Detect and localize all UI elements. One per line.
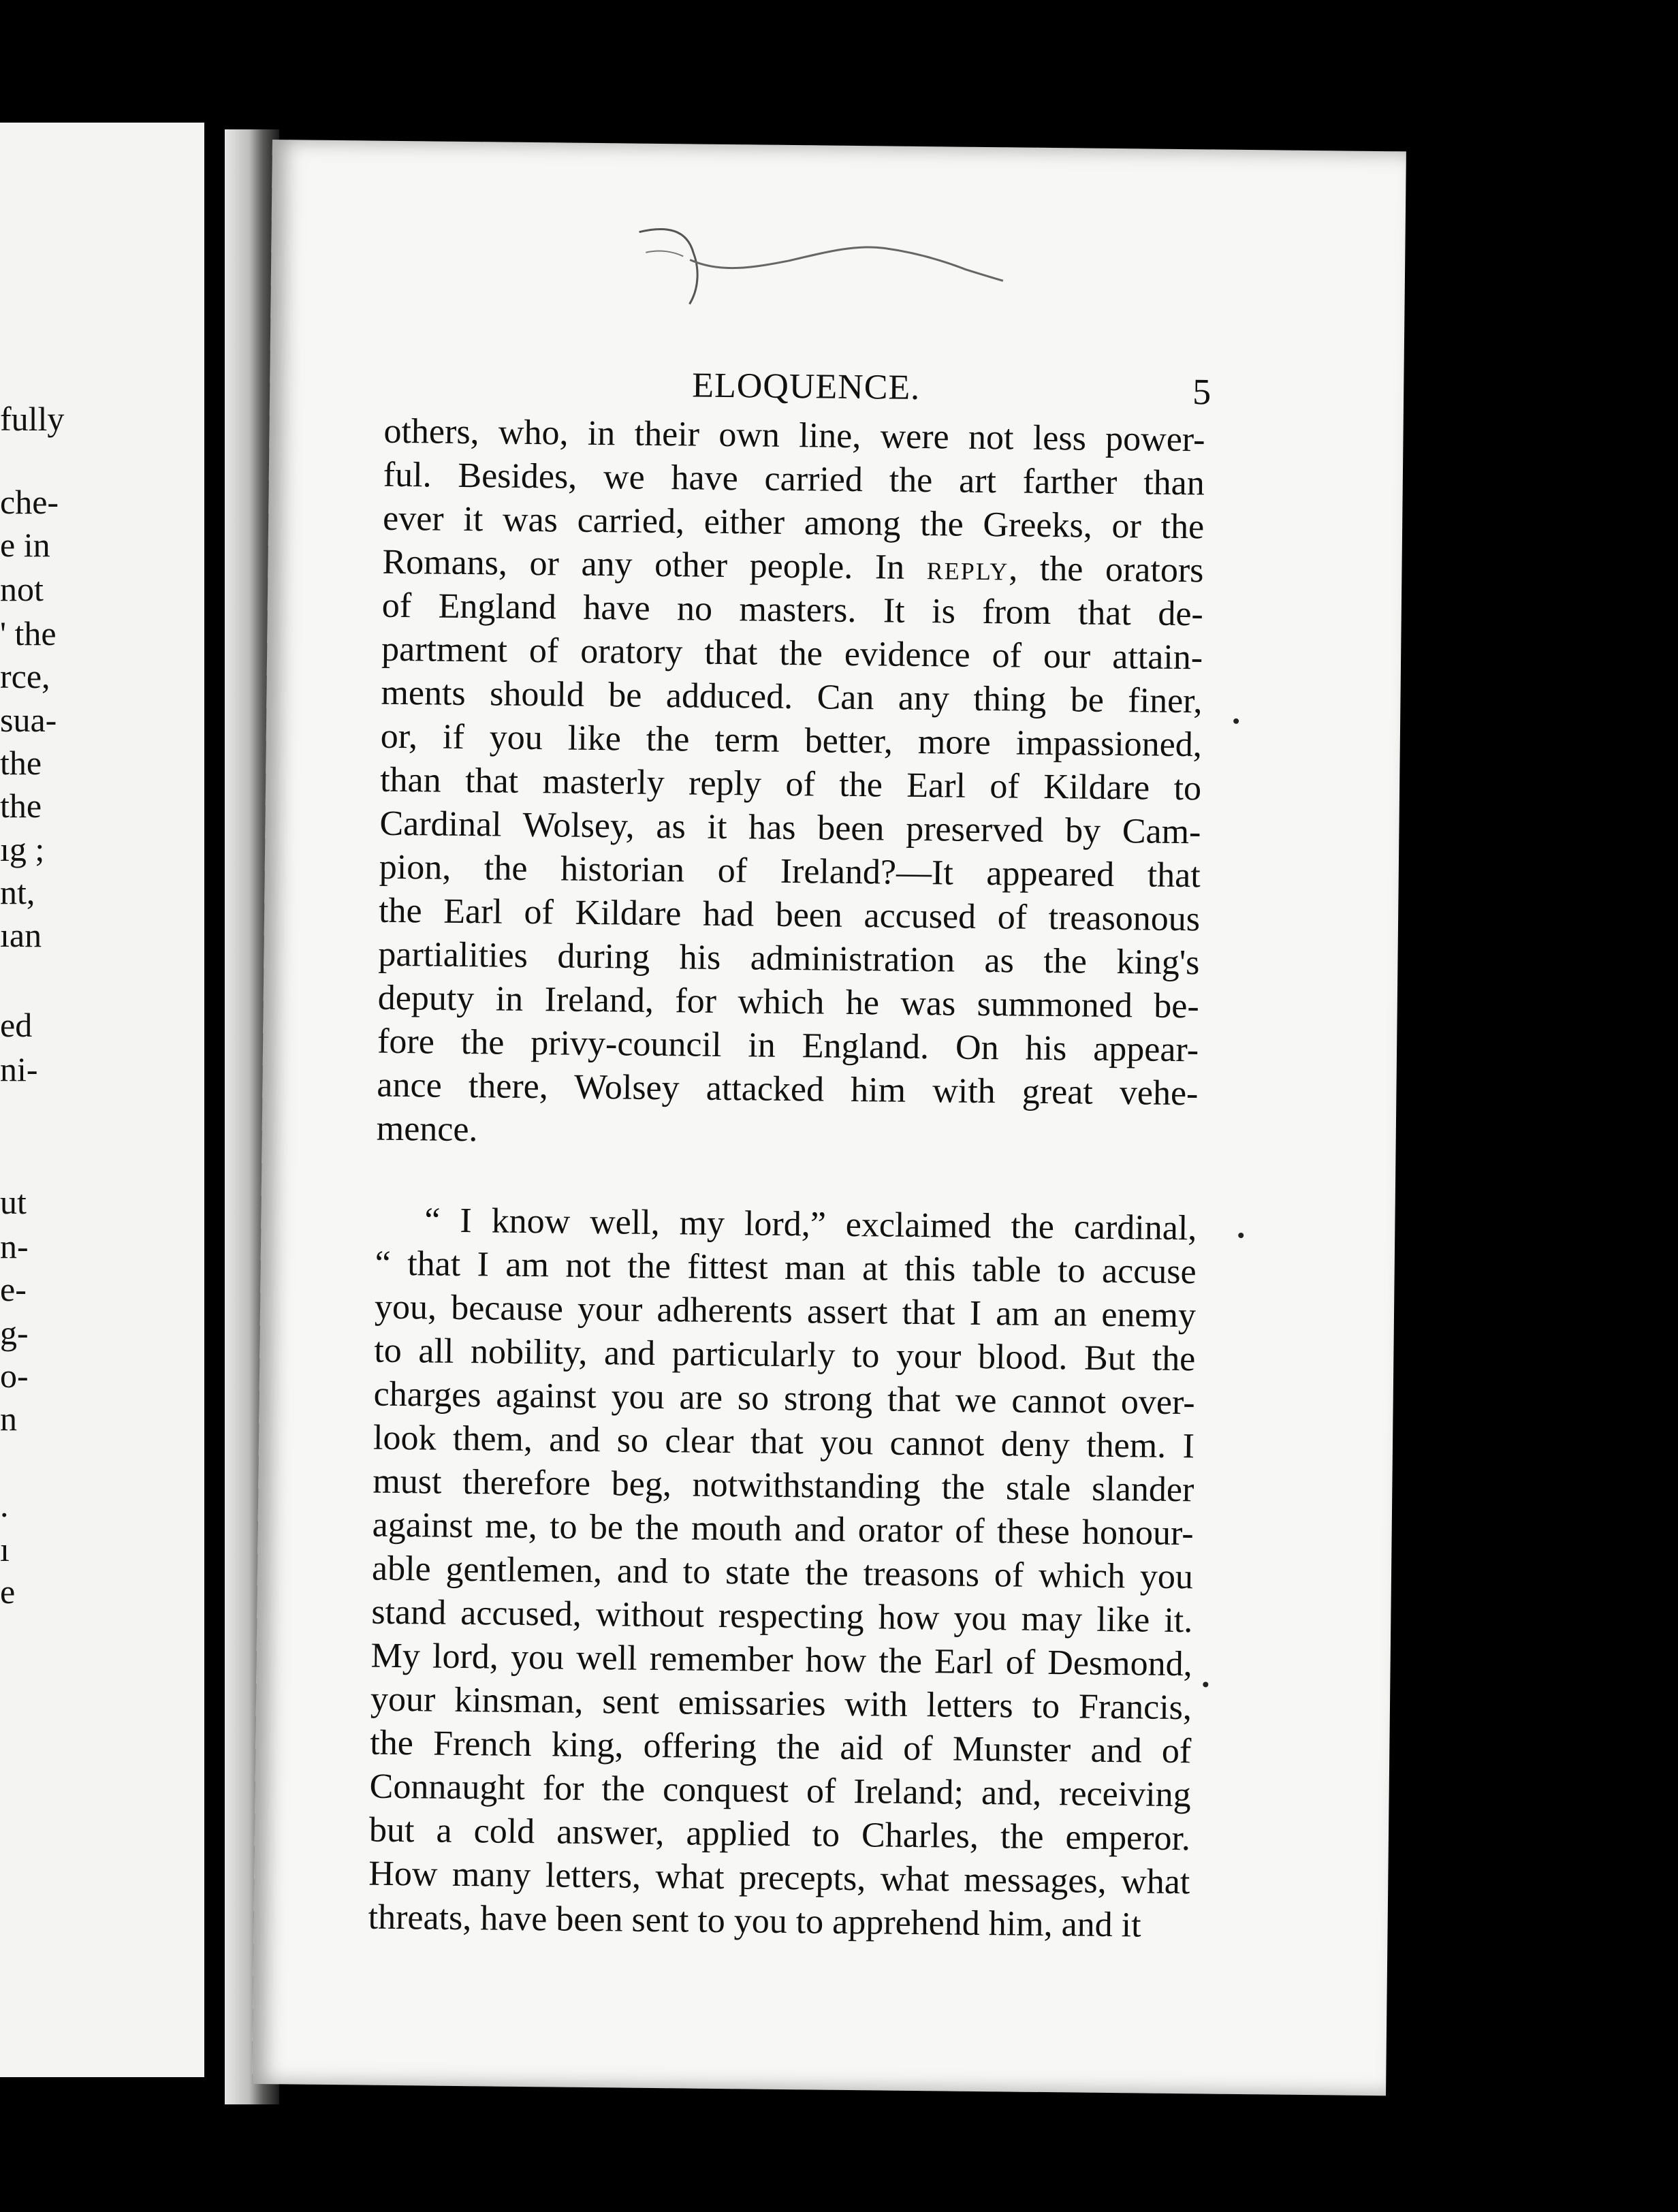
text-run: , the orators [1008,549,1204,590]
text-line: pion, the historian of Ireland?—It appeared that [379,847,1201,896]
text-line: threats, have been sent to you to apprehend him, and it [368,1897,1141,1945]
text-line: but a cold answer, applied to Charles, the emperor. [368,1810,1191,1859]
text-line: ever it was carried, either among the Greeks, or the [382,499,1205,547]
text-line: fore the privy-council in England. On his appear- [377,1022,1199,1070]
text-line: others, who, in their own line, were not less power- [383,411,1205,460]
paragraph-gap [376,1151,1198,1207]
left-page-text-fragment: n [0,1400,17,1438]
text-line: look them, and so clear that you cannot deny them. I [373,1418,1195,1466]
text-line: partialities during his administration as the king's [378,934,1200,983]
left-page-text-fragment: e in [0,526,50,564]
text-line: charges against you are so strong that we cannot over- [373,1374,1195,1423]
ink-speck [1203,1681,1208,1687]
left-page-text-fragment: not [0,570,44,608]
text-line: Connaught for the conquest of Ireland; and, receiving [369,1767,1191,1815]
text-line: than that masterly reply of the Earl of Kildare to [379,760,1202,808]
left-page-text-fragment: nt, [0,873,35,911]
text-line: ments should be adduced. Can any thing be finer, [381,673,1203,721]
page-number: 5 [1192,371,1212,413]
handwritten-pencil-mark [624,211,1007,324]
text-line: “ that I am not the fittest man at this table to accuse [375,1244,1197,1292]
left-page-text-fragment: o- [0,1357,29,1395]
left-page-text-fragment: ıan [0,916,42,954]
text-line: the Earl of Kildare had been accused of treasonous [378,891,1201,939]
left-page-text-fragment: ' the [0,614,57,652]
ink-speck [1233,718,1239,724]
left-page-text-fragment: rce, [0,657,50,695]
ink-speck [1238,1233,1244,1238]
text-line: “ I know well, my lord,” exclaimed the cardinal, [424,1201,1197,1248]
left-page-text-fragment: the [0,787,42,825]
text-line: How many letters, what precepts, what messages, what [368,1854,1190,1902]
left-page-text-fragment: ni- [0,1050,38,1088]
text-line: able gentlemen, and to state the treasons of which you [371,1549,1194,1597]
text-line: My lord, you well remember how the Earl of Desmond, [370,1636,1192,1684]
text-line: against me, to be the mouth and orator of these honour- [372,1505,1194,1553]
text-line: to all nobility, and particularly to your blood. But the [374,1331,1196,1379]
left-page-text-fragment: . [0,1486,9,1524]
left-facing-page [0,123,204,2077]
right-page [252,140,1406,2096]
body-text [368,410,1205,1948]
text-line: of England have no masters. It is from that de- [381,586,1204,634]
left-page-text-fragment: ed [0,1006,33,1044]
text-run: Romans, or any other people. In [382,542,928,588]
text-line: your kinsman, sent emissaries with letters to Francis, [370,1679,1192,1728]
small-caps-word: reply [926,548,1009,588]
left-page-text-fragment: fully [0,400,65,438]
text-line: ful. Besides, we have carried the art farther than [383,455,1205,503]
text-line: or, if you like the term better, more impassioned, [380,716,1203,765]
left-page-text-fragment: ı [0,1530,10,1568]
left-page-text-fragment: ıg ; [0,830,45,868]
text-line: the French king, offering the aid of Munster and of [370,1723,1192,1771]
left-page-text-fragment: the [0,744,42,782]
text-line: mence. [376,1109,478,1150]
text-line: must therefore beg, notwithstanding the stale slander [373,1462,1194,1510]
text-line: you, because your adherents assert that I am an enemy [374,1287,1197,1336]
left-page-text-fragment: n- [0,1227,29,1265]
text-line: partment of oratory that the evidence of our attain- [381,629,1203,678]
text-line: ance there, Wolsey attacked him with great vehe- [377,1065,1199,1113]
running-title: ELOQUENCE. [691,366,921,407]
left-page-text-fragment: g- [0,1314,29,1352]
left-page-text-fragment: e- [0,1270,27,1308]
left-page-text-fragment: che- [0,483,59,521]
left-page-text-fragment: e [0,1573,16,1611]
left-page-text-fragment: sua- [0,701,57,739]
text-line: stand accused, without respecting how you may like it. [371,1592,1193,1641]
left-page-text-fragment: ut [0,1183,27,1221]
text-line: Cardinal Wolsey, as it has been preserved by Cam- [379,804,1201,852]
text-line: deputy in Ireland, for which he was summoned be- [377,978,1200,1026]
